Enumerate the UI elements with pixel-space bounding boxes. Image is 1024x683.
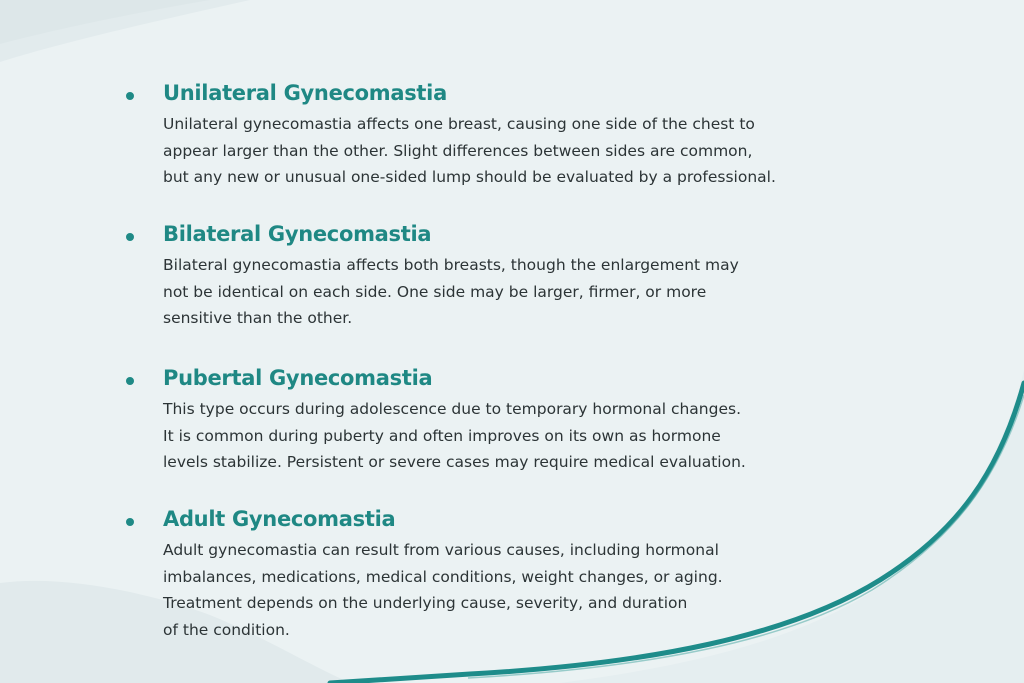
- description-line: This type occurs during adolescence due to temporary hormonal changes.: [163, 400, 741, 418]
- section-description: [163, 396, 803, 476]
- description-line: levels stabilize. Persistent or severe cases may require medical evaluation.: [163, 453, 746, 471]
- description-line: of the condition.: [163, 620, 290, 639]
- section-heading: Adult Gynecomastia: [163, 507, 396, 531]
- section-heading: Bilateral Gynecomastia: [163, 222, 432, 246]
- description-line: but any new or unusual one-sided lump should be evaluated by a professional.: [163, 168, 776, 186]
- description-line: Adult gynecomastia can result from various causes, including hormonal: [163, 541, 719, 559]
- description-line: not be identical on each side. One side may be larger, firmer, or more: [163, 282, 707, 301]
- description-line: Treatment depends on the underlying cause, severity, and duration: [163, 594, 688, 612]
- bullet-dot: [126, 92, 134, 100]
- section-heading: Unilateral Gynecomastia: [163, 81, 447, 105]
- bullet-dot: [126, 377, 134, 385]
- bullet-dot: [126, 233, 134, 241]
- description-line: Bilateral gynecomastia affects both breasts, though the enlargement may: [163, 256, 739, 274]
- section-description: [163, 252, 803, 332]
- section-description: [163, 537, 803, 643]
- description-line: appear larger than the other. Slight differences between sides are common,: [163, 141, 753, 160]
- description-line: Unilateral gynecomastia affects one breast, causing one side of the chest to: [163, 115, 755, 133]
- section-heading: Pubertal Gynecomastia: [163, 366, 433, 390]
- description-line: imbalances, medications, medical conditions, weight changes, or aging.: [163, 567, 723, 586]
- description-line: sensitive than the other.: [163, 309, 353, 327]
- bullet-dot: [126, 518, 134, 526]
- section-description: [163, 111, 803, 191]
- description-line: It is common during puberty and often improves on its own as hormone: [163, 426, 721, 445]
